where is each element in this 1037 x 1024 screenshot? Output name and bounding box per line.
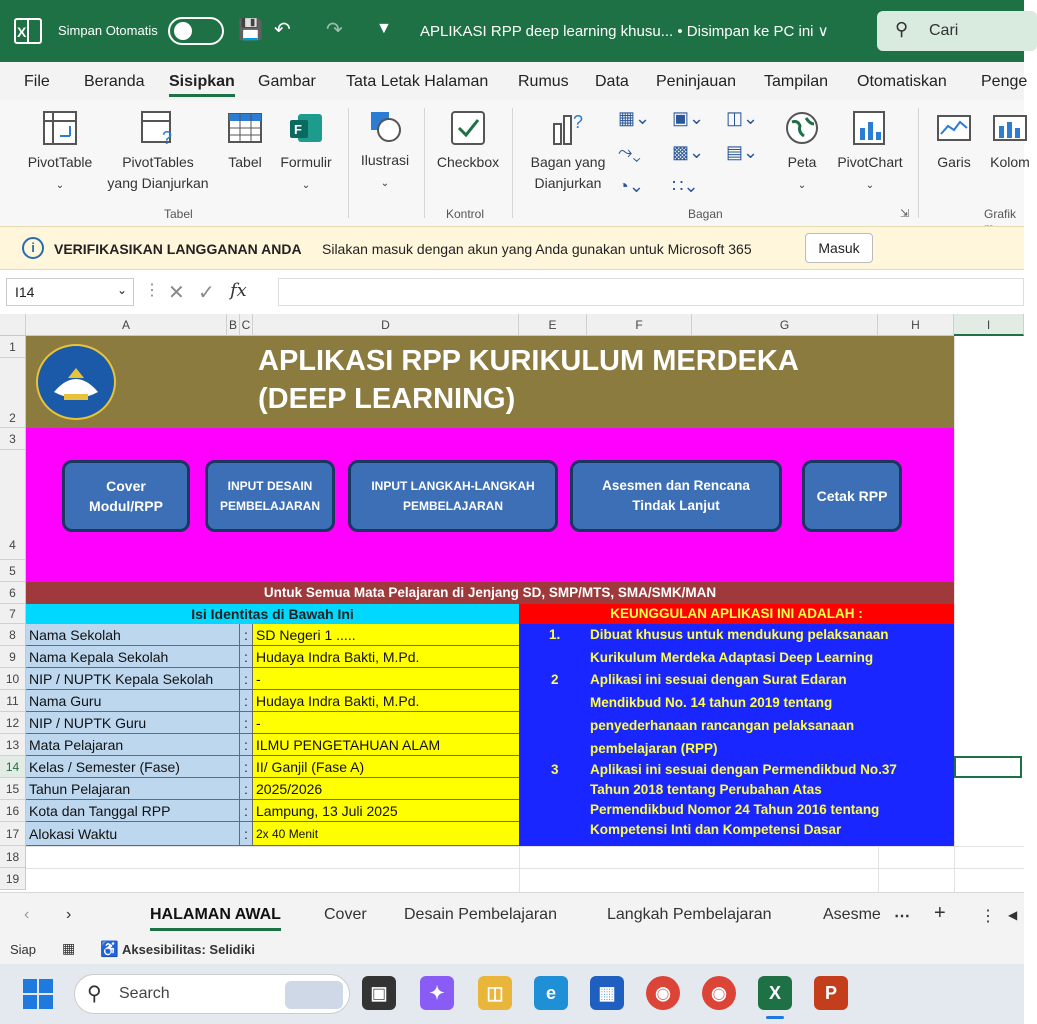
recommended-charts-icon — [550, 110, 586, 146]
identity-label[interactable]: Kelas / Semester (Fase) — [26, 756, 240, 778]
identity-colon[interactable]: : — [240, 712, 253, 734]
advantages-panel — [519, 624, 954, 846]
undo-icon[interactable]: ↶ — [274, 19, 291, 41]
tab-tampilan[interactable]: Tampilan — [764, 73, 829, 90]
column-header-d[interactable]: D — [253, 314, 519, 336]
formula-input[interactable] — [278, 278, 1024, 306]
advantage-text: Aplikasi ini sesuai dengan Permendikbud No.37 — [590, 762, 897, 777]
advantage-text: Dibuat khusus untuk mendukung pelaksanaan — [590, 627, 889, 642]
advantage-number: 2 — [551, 672, 559, 687]
logo-emblem — [38, 346, 114, 418]
row-header-1[interactable]: 1 — [0, 336, 26, 358]
recommended-pivottables-button[interactable] — [100, 110, 216, 194]
hierarchy-chart-icon[interactable]: ▣⌄ — [672, 108, 705, 128]
identity-label[interactable]: Alokasi Waktu — [26, 822, 240, 846]
advantage-text: Mendikbud No. 14 tahun 2019 tentang — [590, 695, 833, 710]
gridline — [26, 868, 1024, 869]
edge-icon[interactable]: e — [534, 976, 568, 1010]
identity-header: Isi Identitas di Bawah Ini — [26, 604, 519, 624]
row-header-16[interactable]: 16 — [0, 800, 26, 822]
ribbon-separator — [918, 108, 919, 218]
column-header-f[interactable]: F — [587, 314, 692, 336]
scrollbar-left-icon[interactable]: ◀ — [1008, 908, 1018, 922]
advantage-text: Kurikulum Merdeka Adaptasi Deep Learning — [590, 650, 874, 665]
tab-sisipkan[interactable]: Sisipkan — [169, 73, 235, 97]
sheet-tab-cover[interactable]: Cover — [324, 906, 367, 923]
search-highlight-icon — [285, 981, 343, 1009]
column-header-i[interactable]: I — [954, 314, 1024, 336]
subscription-banner — [0, 226, 1024, 270]
gridline — [954, 336, 955, 892]
sparkline-column-icon — [992, 110, 1028, 146]
row-header-8[interactable]: 8 — [0, 624, 26, 646]
identity-value[interactable]: II/ Ganjil (Fase A) — [253, 756, 519, 778]
tut-wuri-handayani-logo — [36, 344, 116, 420]
task-view-icon[interactable]: ▣ — [362, 976, 396, 1010]
recommended-pivottables-label-2: yang Dianjurkan — [107, 175, 209, 191]
identity-value[interactable]: ILMU PENGETAHUAN ALAM — [253, 734, 519, 756]
row-header-11[interactable]: 11 — [0, 690, 26, 712]
identity-colon[interactable]: : — [240, 800, 253, 822]
recommended-charts-label-1: Bagan yang — [530, 154, 606, 170]
tab-gambar[interactable]: Gambar — [258, 73, 316, 90]
insert-function-icon[interactable]: fx — [230, 280, 247, 301]
langkah-button-line1: INPUT LANGKAH-LANGKAH — [371, 479, 535, 493]
sparkline-line-icon — [936, 110, 972, 146]
row-header-18[interactable]: 18 — [0, 846, 26, 868]
info-icon: i — [22, 237, 44, 259]
windows-taskbar — [0, 964, 1024, 1024]
formula-bar — [0, 270, 1024, 314]
search-box[interactable] — [877, 11, 1037, 51]
sheet-tab-desain[interactable]: Desain Pembelajaran — [404, 906, 557, 923]
identity-value[interactable]: Hudaya Indra Bakti, M.Pd. — [253, 690, 519, 712]
autosave-label: Simpan Otomatis — [58, 23, 158, 38]
ribbon-separator — [424, 108, 425, 218]
row-header-12[interactable]: 12 — [0, 712, 26, 734]
illustrations-icon — [367, 108, 403, 144]
input-langkah-button[interactable] — [348, 460, 558, 532]
more-options-icon[interactable]: ⋮ — [144, 282, 160, 299]
asesmen-button-line1: Asesmen dan Rencana — [602, 478, 750, 493]
column-header-g[interactable]: G — [692, 314, 878, 336]
identity-colon[interactable]: : — [240, 778, 253, 800]
advantage-number: 1. — [549, 627, 561, 642]
sparkline-line-button[interactable] — [932, 110, 976, 173]
globe-icon — [784, 110, 820, 146]
tab-rumus[interactable]: Rumus — [518, 73, 569, 90]
identity-label[interactable]: Nama Guru — [26, 690, 240, 712]
excel-taskbar-icon[interactable]: X — [758, 976, 792, 1010]
input-desain-button[interactable] — [205, 460, 335, 532]
identity-label[interactable]: NIP / NUPTK Kepala Sekolah — [26, 668, 240, 690]
advantages-header: KEUNGGULAN APLIKASI INI ADALAH : — [519, 604, 954, 624]
pivottable-label: PivotTable — [27, 154, 93, 170]
autosave-toggle[interactable] — [168, 17, 224, 45]
scatter-chart-icon[interactable]: ∷⌄ — [672, 176, 699, 196]
identity-value[interactable]: - — [253, 668, 519, 690]
redo-icon[interactable]: ↷ — [326, 19, 343, 41]
langkah-button-line2: PEMBELAJARAN — [402, 499, 503, 513]
row-header-7[interactable]: 7 — [0, 604, 26, 624]
app-title — [258, 342, 799, 418]
taskbar-search-label: Search — [119, 985, 170, 1002]
advantage-text: Aplikasi ini sesuai dengan Surat Edaran — [590, 672, 847, 687]
line-chart-icon[interactable]: ⤳⌄ — [618, 142, 641, 162]
forms-label: Formulir — [280, 154, 332, 170]
app-title-line1: APLIKASI RPP KURIKULUM MERDEKA — [258, 345, 799, 377]
ribbon-separator — [348, 108, 349, 218]
identity-value[interactable]: Lampung, 13 Juli 2025 — [253, 800, 519, 822]
file-explorer-icon[interactable]: ◫ — [478, 976, 512, 1010]
macro-record-icon[interactable]: ▦ — [62, 940, 76, 956]
worksheet-grid[interactable] — [0, 314, 1024, 892]
copilot-icon[interactable]: ✦ — [420, 976, 454, 1010]
pie-chart-icon[interactable]: ◔⌄ — [618, 176, 644, 196]
identity-colon[interactable]: : — [240, 690, 253, 712]
gridline — [519, 846, 520, 892]
identity-label[interactable]: Mata Pelajaran — [26, 734, 240, 756]
toggle-knob — [174, 22, 192, 40]
banner-message: Silakan masuk dengan akun yang Anda gunakan untuk Microsoft 365 — [322, 241, 752, 257]
row-header-10[interactable]: 10 — [0, 668, 26, 690]
customize-qat-icon[interactable]: ▼ — [376, 20, 392, 37]
illustrations-button[interactable] — [354, 108, 416, 194]
pivottable-button[interactable] — [20, 110, 100, 196]
chevron-down-icon: ⌄ — [797, 180, 807, 191]
identity-colon[interactable]: : — [240, 624, 253, 646]
recommended-charts-label-2: Dianjurkan — [534, 175, 602, 191]
table-icon — [227, 110, 263, 146]
row-header-17[interactable]: 17 — [0, 822, 26, 846]
active-app-indicator — [766, 1016, 784, 1019]
search-icon: ⚲ — [87, 983, 102, 1005]
group-label-tabel: Tabel — [164, 207, 193, 221]
tab-peninjauan[interactable]: Peninjauan — [656, 73, 737, 90]
dialog-launcher-icon[interactable]: ⇲ — [900, 208, 910, 220]
checkbox-label: Checkbox — [436, 154, 500, 170]
ribbon-tabs — [0, 62, 1028, 100]
sparkline-line-label: Garis — [937, 154, 971, 170]
sheet-tab-asesmen[interactable]: Asesme — [823, 906, 881, 923]
group-label-kontrol: Kontrol — [446, 207, 485, 221]
powerpoint-icon[interactable]: P — [814, 976, 848, 1010]
recommended-charts-button[interactable] — [522, 110, 614, 194]
taskbar-search[interactable] — [74, 974, 350, 1014]
sparkline-column-button[interactable] — [984, 110, 1036, 173]
windows-start-icon[interactable] — [22, 978, 54, 1010]
identity-value[interactable]: 2025/2026 — [253, 778, 519, 800]
sign-in-button[interactable]: Masuk — [805, 233, 873, 263]
row-header-2[interactable]: 2 — [0, 358, 26, 428]
identity-colon[interactable]: : — [240, 734, 253, 756]
title-bar — [0, 0, 1024, 62]
row-header-19[interactable]: 19 — [0, 868, 26, 890]
tab-file[interactable]: File — [24, 73, 50, 90]
tab-tata-letak[interactable]: Tata Letak Halaman — [346, 73, 489, 90]
identity-colon[interactable]: : — [240, 756, 253, 778]
tab-data[interactable]: Data — [595, 73, 629, 90]
tab-beranda[interactable]: Beranda — [84, 73, 145, 90]
row-header-6[interactable]: 6 — [0, 582, 26, 604]
identity-colon[interactable]: : — [240, 646, 253, 668]
column-header-h[interactable]: H — [878, 314, 954, 336]
sheet-options-icon[interactable]: ⋮ — [980, 908, 996, 925]
pivottable-icon — [42, 110, 78, 146]
search-placeholder: Cari — [929, 22, 959, 39]
accessibility-status[interactable]: Aksesibilitas: Selidiki — [122, 942, 255, 957]
identity-value[interactable]: Hudaya Indra Bakti, M.Pd. — [253, 646, 519, 668]
forms-icon — [288, 110, 324, 146]
cover-modul-button[interactable] — [62, 460, 190, 532]
combo-chart-icon[interactable]: ▤⌄ — [726, 142, 759, 162]
column-header-b[interactable]: B — [227, 314, 240, 336]
checkbox-button[interactable] — [430, 110, 506, 173]
recommended-pivottable-icon — [140, 110, 176, 146]
selected-cell-i14[interactable] — [954, 756, 1022, 778]
subtitle-bar: Untuk Semua Mata Pelajaran di Jenjang SD, SMP/MTS, SMA/SMK/MAN — [26, 582, 954, 604]
column-header-c[interactable]: C — [240, 314, 253, 336]
identity-label[interactable]: Kota dan Tanggal RPP — [26, 800, 240, 822]
map-label: Peta — [787, 154, 817, 170]
sheet-tab-langkah[interactable]: Langkah Pembelajaran — [607, 906, 772, 923]
add-sheet-icon[interactable]: + — [934, 902, 946, 924]
scroll-left-icon[interactable]: ‹ — [24, 906, 30, 923]
row-header-3[interactable]: 3 — [0, 428, 26, 450]
waterfall-chart-icon[interactable]: ◫⌄ — [726, 108, 759, 128]
chevron-down-icon: ⌄ — [116, 283, 127, 297]
column-header-a[interactable]: A — [26, 314, 227, 336]
sheet-tabs-bar — [0, 892, 1024, 936]
row-header-15[interactable]: 15 — [0, 778, 26, 800]
banner-title: VERIFIKASIKAN LANGGANAN ANDA — [54, 241, 302, 257]
row-header-14[interactable]: 14 — [0, 756, 26, 778]
identity-label[interactable]: Nama Sekolah — [26, 624, 240, 646]
column-header-e[interactable]: E — [519, 314, 587, 336]
chevron-down-icon: ⌄ — [55, 180, 65, 191]
desain-button-line1: INPUT DESAIN — [227, 479, 313, 493]
search-icon: ⚲ — [895, 19, 909, 39]
checkbox-icon — [450, 110, 486, 146]
identity-label[interactable]: Nama Kepala Sekolah — [26, 646, 240, 668]
illustrations-label: Ilustrasi — [360, 152, 410, 168]
save-icon[interactable]: 💾 — [238, 19, 263, 41]
statistic-chart-icon[interactable]: ▩⌄ — [672, 142, 705, 162]
advantage-text: pembelajaran (RPP) — [590, 741, 718, 756]
app-title-line2: (DEEP LEARNING) — [258, 383, 516, 415]
cancel-icon[interactable]: ✕ — [168, 282, 185, 304]
gridline — [26, 846, 1024, 847]
advantage-text: Kompetensi Inti dan Kompetensi Dasar — [590, 822, 842, 837]
pivotchart-label: PivotChart — [837, 154, 903, 170]
chrome-icon[interactable]: ◉ — [646, 976, 680, 1010]
group-label-bagan: Bagan — [688, 207, 723, 221]
chevron-down-icon: ⌄ — [301, 180, 311, 191]
identity-value[interactable]: - — [253, 712, 519, 734]
gridline — [878, 846, 879, 892]
advantage-text: Permendikbud Nomor 24 Tahun 2016 tentang — [590, 802, 880, 817]
identity-label[interactable]: Tahun Pelajaran — [26, 778, 240, 800]
asesmen-button[interactable] — [570, 460, 782, 532]
ribbon — [0, 100, 1030, 226]
identity-value[interactable]: 2x 40 Menit — [253, 822, 519, 846]
excel-app-icon[interactable] — [14, 18, 42, 44]
accessibility-icon[interactable]: ♿ — [100, 941, 119, 958]
map-chart-button[interactable] — [780, 110, 824, 196]
status-bar — [0, 936, 1024, 964]
status-ready: Siap — [10, 942, 37, 957]
tab-otomatiskan[interactable]: Otomatiskan — [857, 73, 947, 90]
sparkline-column-label: Kolom — [990, 154, 1030, 170]
document-title[interactable]: APLIKASI RPP deep learning khusu... • Disimpan ke PC ini ∨ — [420, 23, 829, 40]
row-header-13[interactable]: 13 — [0, 734, 26, 756]
cover-button-line2: Modul/RPP — [89, 498, 163, 514]
row-header-5[interactable]: 5 — [0, 560, 26, 582]
sheet-tab-halaman-awal[interactable]: HALAMAN AWAL — [150, 906, 281, 931]
name-box[interactable] — [6, 278, 134, 306]
chrome-profile-icon[interactable]: ◉ — [702, 976, 736, 1010]
chevron-down-icon: ⌄ — [865, 180, 875, 191]
svg-text:?: ? — [162, 128, 173, 148]
cover-button-line1: Cover — [106, 478, 146, 494]
advantage-text: Tahun 2018 tentang Perubahan Atas — [590, 782, 822, 797]
svg-text:?: ? — [573, 112, 584, 132]
more-sheets-icon[interactable]: ⋯ — [894, 908, 910, 925]
select-all-corner[interactable] — [0, 314, 26, 336]
asesmen-button-line2: Tindak Lanjut — [632, 498, 720, 513]
name-box-value: I14 — [15, 284, 35, 300]
identity-colon[interactable]: : — [240, 668, 253, 690]
pivotchart-icon — [852, 110, 888, 146]
table-button[interactable] — [220, 110, 270, 173]
forms-button[interactable] — [274, 110, 338, 196]
identity-label[interactable]: NIP / NUPTK Guru — [26, 712, 240, 734]
row-header-4[interactable]: 4 — [0, 450, 26, 560]
desain-button-line2: PEMBELAJARAN — [219, 499, 320, 513]
store-icon[interactable]: ▦ — [590, 976, 624, 1010]
group-label-grafik: Grafik — [984, 207, 1017, 221]
tab-pengembang[interactable]: Penge — [981, 73, 1028, 90]
row-header-9[interactable]: 9 — [0, 646, 26, 668]
advantage-number: 3 — [551, 762, 559, 777]
advantage-text: penyederhanaan rancangan pelaksanaan — [590, 718, 855, 733]
scroll-right-icon[interactable]: › — [66, 906, 72, 923]
pivotchart-button[interactable] — [830, 110, 910, 196]
cetak-rpp-button[interactable]: Cetak RPP — [802, 460, 902, 532]
identity-value[interactable]: SD Negeri 1 ..... — [253, 624, 519, 646]
table-label: Tabel — [228, 154, 262, 170]
column-chart-icon[interactable]: ▦⌄ — [618, 108, 651, 128]
ribbon-separator — [512, 108, 513, 218]
enter-icon[interactable]: ✓ — [198, 282, 215, 304]
svg-text:X: X — [17, 24, 27, 40]
chevron-down-icon: ⌄ — [380, 178, 390, 189]
svg-text:F: F — [294, 122, 302, 137]
identity-colon[interactable]: : — [240, 822, 253, 846]
recommended-pivottables-label-1: PivotTables — [122, 154, 194, 170]
